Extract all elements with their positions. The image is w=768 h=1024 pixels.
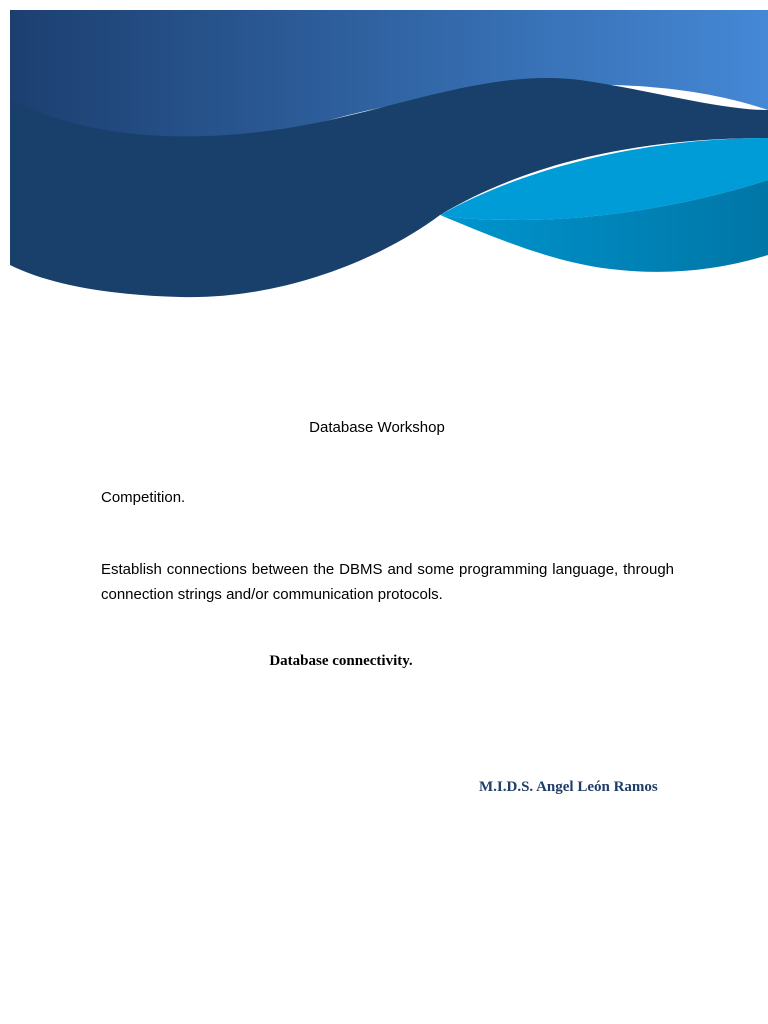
topic-title: Database connectivity. bbox=[269, 653, 413, 669]
competition-description: Establish connections between the DBMS and some programming language, through connection strings and/or communication protocols. bbox=[101, 561, 674, 603]
author-name: M.I.D.S. Angel León Ramos bbox=[479, 779, 658, 795]
document-title: Database Workshop bbox=[309, 419, 445, 436]
competition-label: Competition. bbox=[101, 489, 186, 506]
wave-header-banner bbox=[0, 0, 768, 310]
